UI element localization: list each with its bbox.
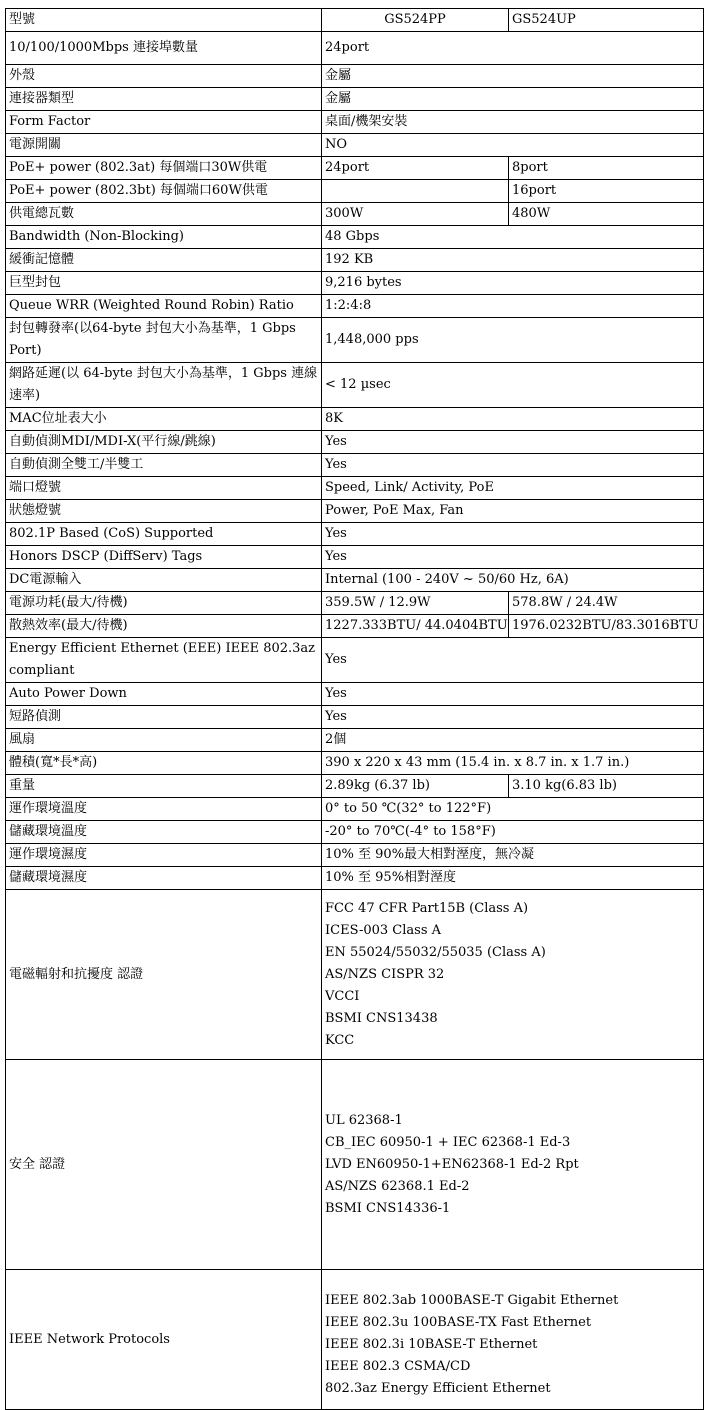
row-label: 儲藏環境濕度 [6, 867, 322, 890]
row-value: 0° to 50 ℃(32° to 122°F) [322, 798, 704, 821]
row-value-model-b: 1976.0232BTU/83.3016BTU [509, 615, 704, 638]
row-label: 10/100/1000Mbps 連接埠數量 [6, 32, 322, 65]
row-label: 自動偵測全雙工/半雙工 [6, 454, 322, 477]
table-row [6, 821, 704, 844]
table-row [6, 88, 704, 111]
row-value: NO [322, 134, 704, 157]
table-row [6, 157, 704, 180]
safety-cert-line: UL 62368-1 [325, 1112, 403, 1128]
row-label: 電源開關 [6, 134, 322, 157]
row-value: 桌面/機架安裝 [322, 111, 704, 134]
table-row [6, 798, 704, 821]
row-value: Yes [322, 683, 704, 706]
table-row [6, 638, 704, 683]
emc-cert-values [322, 890, 704, 1060]
emc-cert-line: KCC [325, 1032, 355, 1048]
row-value: < 12 µsec [322, 363, 704, 408]
row-value: Power, PoE Max, Fan [322, 500, 704, 523]
row-value: 1:2:4:8 [322, 295, 704, 318]
row-label: Auto Power Down [6, 683, 322, 706]
table-row [6, 65, 704, 88]
row-label: 802.1P Based (CoS) Supported [6, 523, 322, 546]
spec-body [6, 9, 704, 1410]
emc-cert-line: BSMI CNS13438 [325, 1010, 438, 1026]
table-row [6, 477, 704, 500]
table-row [6, 295, 704, 318]
row-value: 2個 [322, 729, 704, 752]
table-row [6, 729, 704, 752]
safety-cert-line: LVD EN60950-1+EN62368-1 Ed-2 Rpt [325, 1156, 579, 1172]
header-row [6, 9, 704, 32]
row-value: Yes [322, 431, 704, 454]
table-row [6, 318, 704, 363]
row-label: 網路延遲(以 64-byte 封包大小為基準，1 Gbps 連線速率) [6, 363, 322, 408]
row-value: -20° to 70℃(-4° to 158°F) [322, 821, 704, 844]
table-row [6, 249, 704, 272]
row-label: 風扇 [6, 729, 322, 752]
row-label: 短路偵測 [6, 706, 322, 729]
row-label: 供電總瓦數 [6, 203, 322, 226]
row-label: 體積(寬*長*高) [6, 752, 322, 775]
row-value: Speed, Link/ Activity, PoE [322, 477, 704, 500]
table-row [6, 592, 704, 615]
table-row [6, 111, 704, 134]
row-value: Yes [322, 706, 704, 729]
table-row [6, 32, 704, 65]
row-label: Form Factor [6, 111, 322, 134]
row-label: PoE+ power (802.3bt) 每個端口60W供電 [6, 180, 322, 203]
emc-cert-line: FCC 47 CFR Part15B (Class A) [325, 900, 529, 916]
row-label: PoE+ power (802.3at) 每個端口30W供電 [6, 157, 322, 180]
row-value: 10% 至 90%最大相對溼度，無冷凝 [322, 844, 704, 867]
ieee-protocols-row [6, 1270, 704, 1410]
row-label: 緩衝記憶體 [6, 249, 322, 272]
table-row [6, 867, 704, 890]
row-value-model-a: 300W [322, 203, 509, 226]
row-label: 散熱效率(最大/待機) [6, 615, 322, 638]
row-value: 1,448,000 pps [322, 318, 704, 363]
row-value: 8K [322, 408, 704, 431]
table-row [6, 431, 704, 454]
row-value: Yes [322, 546, 704, 569]
row-value: Internal (100 - 240V ~ 50/60 Hz, 6A) [322, 569, 704, 592]
row-value-model-b: 3.10 kg(6.83 lb) [509, 775, 704, 798]
row-label: 儲藏環境溫度 [6, 821, 322, 844]
table-row [6, 546, 704, 569]
emc-cert-line: VCCI [325, 988, 360, 1004]
table-row [6, 683, 704, 706]
emc-cert-label: 電磁輻射和抗擾度 認證 [6, 890, 322, 1060]
safety-cert-label: 安全 認證 [6, 1060, 322, 1270]
row-label: 運作環境溫度 [6, 798, 322, 821]
table-row [6, 523, 704, 546]
ieee-protocols-line: IEEE 802.3i 10BASE-T Ethernet [325, 1336, 538, 1352]
ieee-protocols-values [322, 1270, 704, 1410]
table-row [6, 706, 704, 729]
table-row [6, 775, 704, 798]
row-value: 48 Gbps [322, 226, 704, 249]
row-value: 10% 至 95%相對溼度 [322, 867, 704, 890]
ieee-protocols-line: IEEE 802.3 CSMA/CD [325, 1358, 471, 1374]
ieee-protocols-line: 802.3az Energy Efficient Ethernet [325, 1380, 551, 1396]
row-value: 24port [322, 32, 704, 65]
row-value: 9,216 bytes [322, 272, 704, 295]
safety-cert-line: CB_IEC 60950-1 + IEC 62368-1 Ed-3 [325, 1134, 571, 1150]
table-row [6, 454, 704, 477]
row-label: 運作環境濕度 [6, 844, 322, 867]
safety-cert-values [322, 1060, 704, 1270]
row-label: 狀態燈號 [6, 500, 322, 523]
table-row [6, 615, 704, 638]
table-row [6, 203, 704, 226]
safety-cert-line: AS/NZS 62368.1 Ed-2 [325, 1178, 470, 1194]
row-value-model-a [322, 180, 509, 203]
row-label: Honors DSCP (DiffServ) Tags [6, 546, 322, 569]
row-label: MAC位址表大小 [6, 408, 322, 431]
row-label: Energy Efficient Ethernet (EEE) IEEE 802.3az compliant [6, 638, 322, 683]
table-row [6, 844, 704, 867]
header-model-a: GS524PP [322, 9, 509, 32]
row-label: Bandwidth (Non-Blocking) [6, 226, 322, 249]
row-value: Yes [322, 523, 704, 546]
safety-cert-row [6, 1060, 704, 1270]
row-label: 端口燈號 [6, 477, 322, 500]
table-row [6, 226, 704, 249]
row-value: 金屬 [322, 65, 704, 88]
table-row [6, 363, 704, 408]
spec-table [5, 8, 704, 1410]
ieee-protocols-line: IEEE 802.3ab 1000BASE-T Gigabit Ethernet [325, 1292, 619, 1308]
row-value-model-b: 16port [509, 180, 704, 203]
ieee-protocols-label: IEEE Network Protocols [6, 1270, 322, 1410]
row-value-model-a: 1227.333BTU/ 44.0404BTU [322, 615, 509, 638]
row-label: Queue WRR (Weighted Round Robin) Ratio [6, 295, 322, 318]
header-label: 型號 [6, 9, 322, 32]
row-label: 連接器類型 [6, 88, 322, 111]
header-model-b: GS524UP [509, 9, 704, 32]
row-label: 電源功耗(最大/待機) [6, 592, 322, 615]
row-label: 封包轉發率(以64-byte 封包大小為基準，1 Gbps Port) [6, 318, 322, 363]
emc-cert-line: EN 55024/55032/55035 (Class A) [325, 944, 546, 960]
table-row [6, 180, 704, 203]
table-row [6, 569, 704, 592]
table-row [6, 500, 704, 523]
table-row [6, 272, 704, 295]
safety-cert-line: BSMI CNS14336-1 [325, 1200, 451, 1216]
row-value-model-a: 2.89kg (6.37 lb) [322, 775, 509, 798]
row-value: 390 x 220 x 43 mm (15.4 in. x 8.7 in. x 1.7 in.) [322, 752, 704, 775]
emc-cert-line: ICES-003 Class A [325, 922, 442, 938]
ieee-protocols-line: IEEE 802.3u 100BASE-TX Fast Ethernet [325, 1314, 592, 1330]
row-label: 自動偵測MDI/MDI-X(平行線/跳線) [6, 431, 322, 454]
row-value-model-b: 578.8W / 24.4W [509, 592, 704, 615]
emc-cert-row [6, 890, 704, 1060]
row-value-model-a: 359.5W / 12.9W [322, 592, 509, 615]
row-label: 外殼 [6, 65, 322, 88]
table-row [6, 408, 704, 431]
table-row [6, 134, 704, 157]
row-value: Yes [322, 638, 704, 683]
row-value: 192 KB [322, 249, 704, 272]
row-value: 金屬 [322, 88, 704, 111]
row-label: 重量 [6, 775, 322, 798]
table-row [6, 752, 704, 775]
row-value-model-b: 480W [509, 203, 704, 226]
row-value-model-a: 24port [322, 157, 509, 180]
row-value-model-b: 8port [509, 157, 704, 180]
row-label: DC電源輸入 [6, 569, 322, 592]
emc-cert-line: AS/NZS CISPR 32 [325, 966, 445, 982]
row-label: 巨型封包 [6, 272, 322, 295]
row-value: Yes [322, 454, 704, 477]
